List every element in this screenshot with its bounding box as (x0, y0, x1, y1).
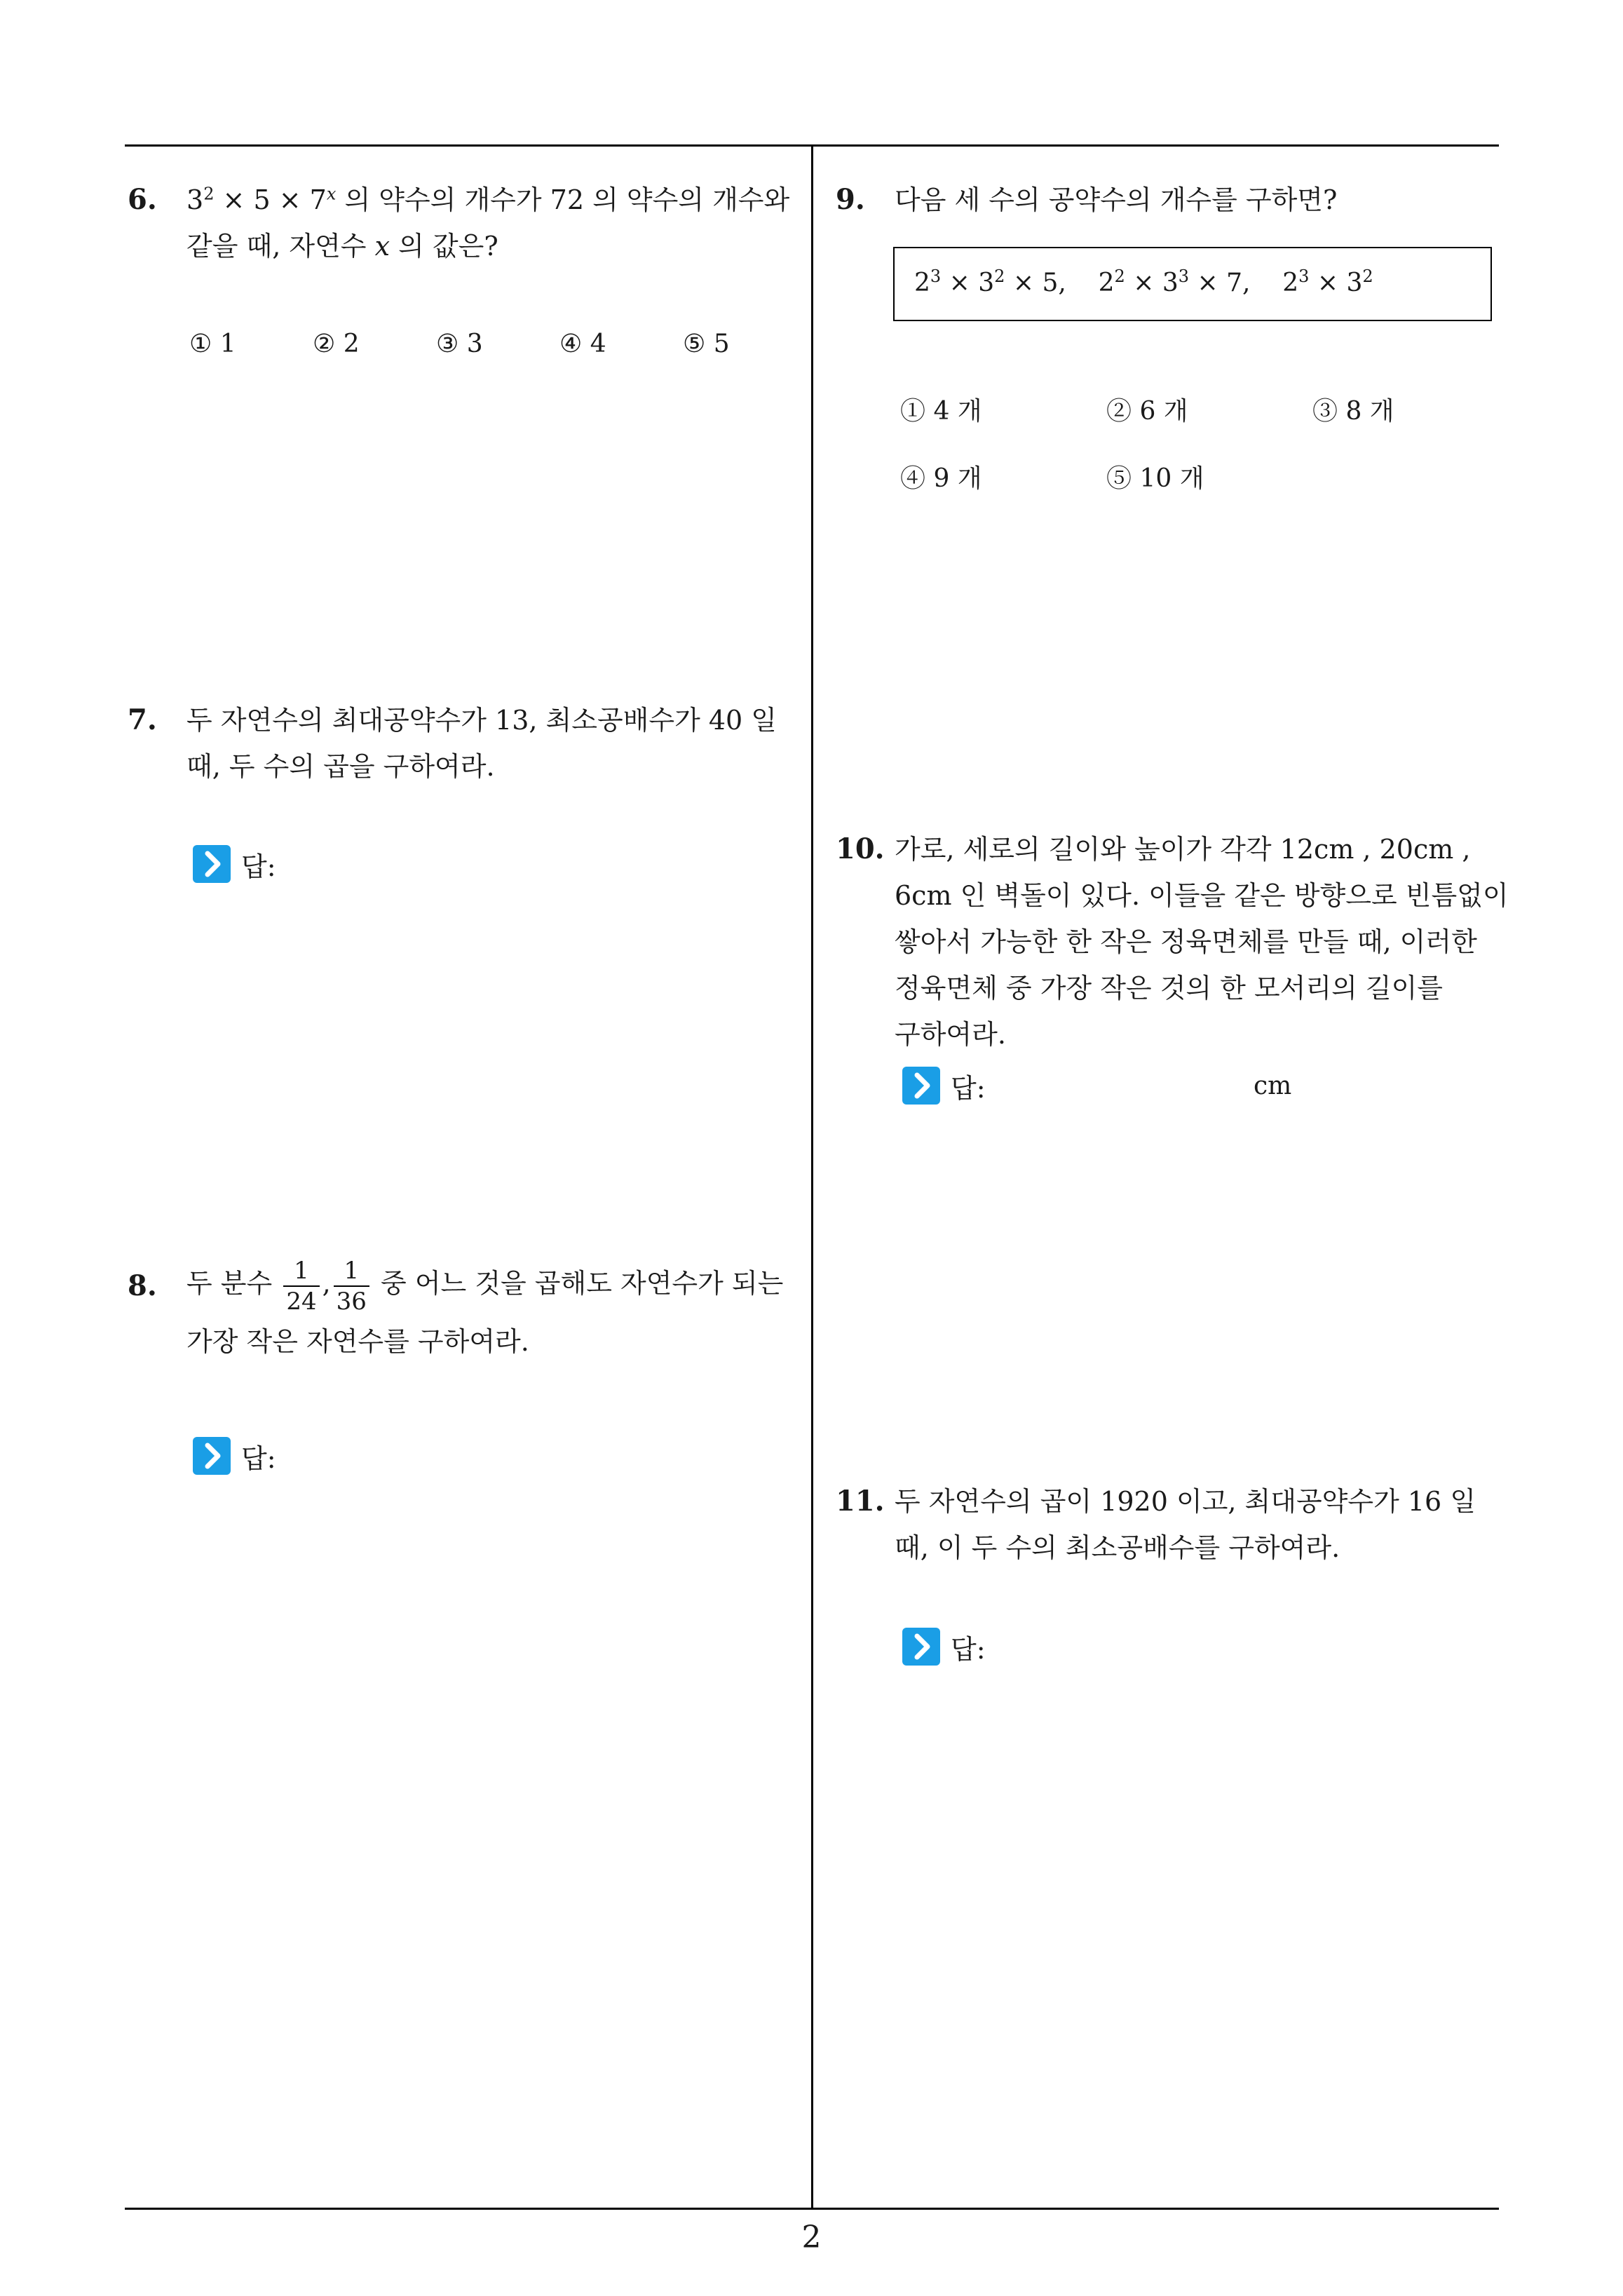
choice-5[interactable]: ⑤ 10 개 (1106, 464, 1204, 493)
given-numbers-box (893, 247, 1492, 321)
question-text: 다음 세 수의 공약수의 개수를 구하면? (895, 184, 1338, 215)
answer-arrow-icon (192, 844, 231, 884)
answer-label: 답: (241, 1443, 276, 1474)
choice-3[interactable]: ③ 8 개 (1312, 397, 1394, 426)
question-7 (128, 697, 801, 790)
choice-1[interactable]: ① 1 (189, 330, 236, 358)
choice-4[interactable]: ④ 9 개 (900, 464, 982, 493)
question-8 (128, 1255, 801, 1370)
question-11 (836, 1478, 1509, 1571)
question-text: 가로, 세로의 길이와 높이가 각각 12cm , 20cm , 6cm 인 벽돌이 있다. 이들을 같은 방향으로 빈틈없이 쌓아서 가능한 한 작은 정육면체를 만들 때, 이러한 정육면체 중 가장 작은 것의 한 모서리의 길이를 구하여라. (895, 834, 1509, 1050)
bottom-rule (125, 2208, 1499, 2210)
question-number: 11. (836, 1485, 885, 1518)
answer-arrow-icon (192, 1436, 231, 1475)
answer-arrow-icon (902, 1627, 941, 1666)
choice-4[interactable]: ④ 4 (559, 330, 606, 358)
question-text: 두 자연수의 최대공약수가 13, 최소공배수가 40 일 때, 두 수의 곱을 구하여라. (186, 705, 777, 782)
question-number: 8. (128, 1269, 157, 1302)
question-text: 두 분수 $\frac{1}{24}$ , $\frac{1}{36}$ 중 어느 것을 곱해도 자연수가 되는 가장 작은 자연수를 구하여라. (186, 1256, 784, 1357)
column-divider (811, 144, 813, 2209)
answer-label: 답: (951, 1072, 986, 1104)
answer-unit: cm (1254, 1072, 1292, 1100)
answer-label: 답: (241, 851, 276, 882)
choice-2[interactable]: ② 2 (313, 330, 360, 358)
question-number: 10. (836, 832, 885, 865)
question-text: 두 자연수의 곱이 1920 이고, 최대공약수가 16 일 때, 이 두 수의 최소공배수를 구하여라. (895, 1486, 1476, 1563)
page-number: 2 (801, 2220, 822, 2255)
answer-arrow-icon (902, 1066, 941, 1105)
question-number: 9. (836, 183, 865, 216)
answer-q10[interactable] (902, 1066, 986, 1105)
choice-3[interactable]: ③ 3 (436, 330, 483, 358)
fraction-1: $\frac{1}{24}$ (283, 1259, 319, 1314)
question-text: $3^2 \times 5 \times 7^x$ 의 약수의 개수가 72 의 약수의 개수와 같을 때, 자연수 x 의 값은? (186, 184, 790, 262)
question-6 (128, 177, 801, 269)
question-10 (836, 826, 1509, 1058)
answer-label: 답: (951, 1633, 986, 1665)
answer-q11[interactable] (902, 1627, 986, 1666)
question-number: 6. (128, 183, 157, 216)
math-expression: $2^3 \times 3^2 \times 5$, $2^2 \times 3^3 \times 7$, $2^3 \times 3^2$ (914, 266, 1373, 297)
choice-1[interactable]: ① 4 개 (900, 397, 982, 426)
fraction-2: $\frac{1}{36}$ (334, 1259, 369, 1314)
question-9 (836, 177, 1495, 223)
question-number: 7. (128, 703, 157, 736)
math-expression: $3^2 \times 5 \times 7^x$ (186, 184, 337, 215)
answer-q7[interactable] (192, 844, 276, 884)
answer-q8[interactable] (192, 1436, 276, 1475)
choice-5[interactable]: ⑤ 5 (683, 330, 730, 358)
choice-2[interactable]: ② 6 개 (1106, 397, 1188, 426)
